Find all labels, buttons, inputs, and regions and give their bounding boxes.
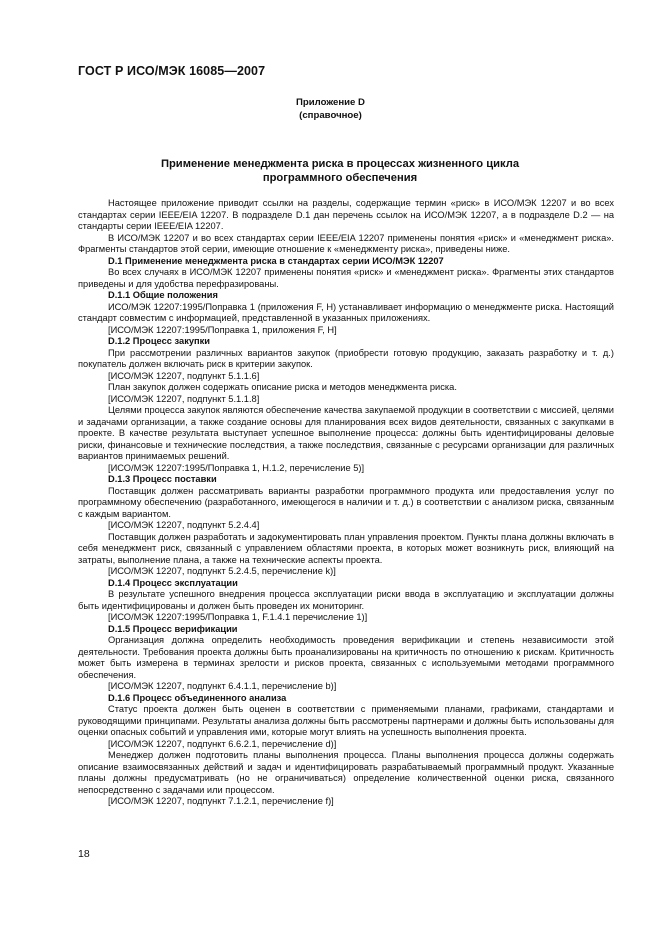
section-heading: D.1.5 Процесс верификации xyxy=(108,623,238,634)
section-heading: D.1.2 Процесс закупки xyxy=(108,336,211,346)
body-paragraph: Целями процесса закупок являются обеспечение качества закупаемой продукции в соответствии с миссией, целями и задачами организации, а также создание основы для планирования всех видов деятельности, связанных с закупками в проекте. В качестве результата выступает успешное выполнение процесса: должны быть идентифицированы деловые риски, финансовые и технические последствия, а также последствия, связанные с ресурсами организации для различных вариантов принимаемых решений. xyxy=(78,405,614,461)
reference-citation: [ИСО/МЭК 12207, подпункт 6.4.1.1, перечисление b)] xyxy=(108,681,337,691)
document-body xyxy=(78,198,614,808)
section-heading: D.1.1 Общие положения xyxy=(108,290,218,300)
reference-citation: [ИСО/МЭК 12207, подпункт 5.1.1.8] xyxy=(108,393,260,404)
reference-citation: [ИСО/МЭК 12207, подпункт 7.1.2.1, перечисление f)] xyxy=(108,796,334,806)
reference-citation: [ИСО/МЭК 12207, подпункт 5.1.1.6] xyxy=(108,370,260,381)
body-paragraph: В ИСО/МЭК 12207 и во всех стандартах серии IEEE/EIA 12207 применены понятия «риск» и «менеджмент риска». Фрагменты стандартов этой серии, имеющие отношение к «менеджменту риска», приведены ниже. xyxy=(78,232,614,254)
reference-citation: [ИСО/МЭК 12207:1995/Поправка 1, приложения F, H] xyxy=(108,324,337,335)
reference-citation: [ИСО/МЭК 12207, подпункт 5.2.4.5, перечисление k)] xyxy=(108,566,336,576)
body-paragraph: Настоящее приложение приводит ссылки на разделы, содержащие термин «риск» в ИСО/МЭК 12207 и во всех стандартах серии IEEE/EIA 12207. В подразделе D.1 дан перечень ссылок на ИСО/МЭК 12207, а в подразделе D.2 — на стандарты серии IEEE/EIA 12207. xyxy=(78,198,614,231)
appendix-heading xyxy=(0,96,661,122)
body-paragraph: План закупок должен содержать описание риска и методов менеджмента риска. xyxy=(108,382,457,392)
standard-designation: ГОСТ Р ИСО/МЭК 16085—2007 xyxy=(78,64,266,78)
body-paragraph: Поставщик должен разработать и задокументировать план управления проектом. Пункты плана должны включать в себя менеджмент риск, связанный с управлением областями проекта, в которых может возникнуть риск, влияющий на затраты, выполнение плана, а также на технические аспекты проекта. xyxy=(78,531,614,565)
reference-citation: [ИСО/МЭК 12207:1995/Поправка 1, Н.1.2, перечисление 5)] xyxy=(108,462,365,473)
body-paragraph: Во всех случаях в ИСО/МЭК 12207 применены понятия «риск» и «менеджмент риска». Фрагменты этих стандартов приведены и для удобства перефразированы. xyxy=(78,267,614,289)
section-heading: D.1 Применение менеджмента риска в стандартах серии ИСО/МЭК 12207 xyxy=(108,255,444,266)
reference-citation: [ИСО/МЭК 12207, подпункт 6.6.2.1, перечисление d)] xyxy=(108,738,337,749)
reference-citation: [ИСО/МЭК 12207:1995/Поправка 1, F.1.4.1 перечисление 1)] xyxy=(108,612,368,622)
appendix-title-line-1: Применение менеджмента риска в процессах жизненного цикла xyxy=(160,158,520,170)
section-heading: D.1.4 Процесс эксплуатации xyxy=(108,577,238,588)
body-paragraph: Менеджер должен подготовить планы выполнения процесса. Планы выполнения процесса должны содержать описание взаимосвязанных действий и задач и идентифицировать разрабатываемый программный продукт. Указанные планы должны предусматривать (но не ограничиваться) определение количественной оценки риска, связанного непосредственно с задачами или процессом. xyxy=(78,750,614,795)
reference-citation: [ИСО/МЭК 12207, подпункт 5.2.4.4] xyxy=(108,520,260,530)
appendix-title-line-2: программного обеспечения xyxy=(262,172,418,184)
body-paragraph: Поставщик должен рассматривать варианты разработки программного продукта или предоставления услуг по программному обеспечению (разработанного, имеющегося в наличии и т. д.) в соответствии с анализом риска, связанным с каждым вариантом. xyxy=(78,485,614,519)
body-paragraph: В результате успешного внедрения процесса эксплуатации риски ввода в эксплуатацию и эксплуатации должны быть идентифицированы и должен быть проведен их мониторинг. xyxy=(78,589,614,611)
appendix-type: (справочное) xyxy=(299,110,362,121)
page-number: 18 xyxy=(78,848,90,860)
appendix-label: Приложение D xyxy=(296,97,365,108)
body-paragraph: Организация должна определить необходимость проведения верификации и степень независимости этой деятельности. Требования проекта должны быть проанализированы на критичность по отношению к рискам. Критичность может быть измерена в терминах зрелости и рисков проекта, связанных с используемыми методами программного обеспечения. xyxy=(78,635,614,680)
section-heading: D.1.6 Процесс объединенного анализа xyxy=(108,692,287,703)
section-heading: D.1.3 Процесс поставки xyxy=(108,474,217,484)
appendix-title xyxy=(140,157,540,185)
body-paragraph: При рассмотрении различных вариантов закупок (приобрести готовую продукцию, заказать разработку и т. д.) покупатель должен включать риск в критерии закупок. xyxy=(78,347,614,369)
body-paragraph: ИСО/МЭК 12207:1995/Поправка 1 (приложения F, H) устанавливает информацию о менеджменте риска. Настоящий стандарт совместим с информацией, представленной в указанных приложениях. xyxy=(78,301,614,323)
body-paragraph: Статус проекта должен быть оценен в соответствии с применяемыми планами, графиками, стандартами и руководящими принципами. Результаты анализа должны быть рассмотрены партнерами и должны быть использованы для оценки опасных событий и управления ими, которые могут влиять на успешность выполнения проекта. xyxy=(78,704,614,737)
